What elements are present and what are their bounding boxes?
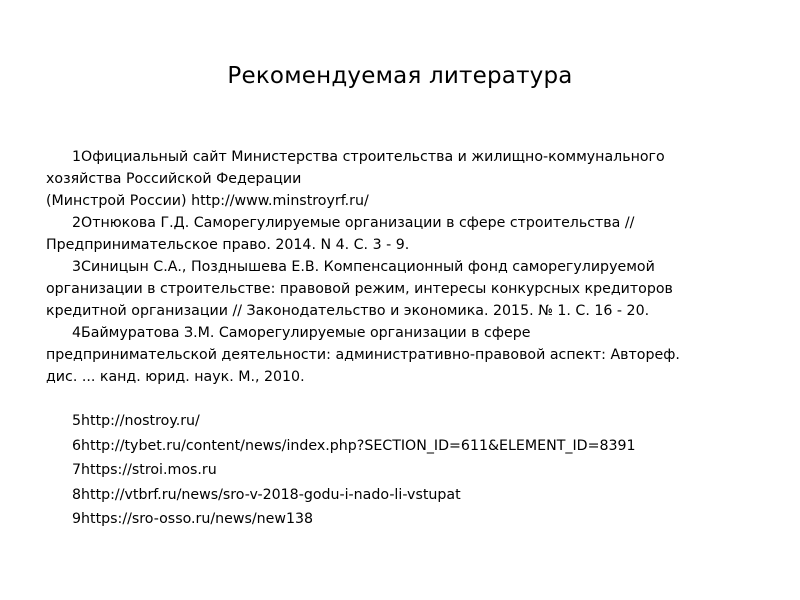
reference-list: [46, 146, 766, 533]
reference-number: 2: [72, 215, 82, 231]
link-number: 8: [72, 486, 82, 503]
link-url[interactable]: https://stroi.mos.ru: [81, 462, 217, 478]
link-item: [46, 508, 766, 530]
reference-line: кредитной организации // Законодательство и экономика. 2015. № 1. С. 16 - 20.: [46, 303, 650, 319]
link-url[interactable]: http://tybet.ru/content/news/index.php?SECTION_ID=611&ELEMENT_ID=8391: [81, 437, 636, 454]
page-title: Рекомендуемая литература: [227, 63, 573, 89]
reference-item: [46, 146, 766, 212]
reference-line: Отнюкова Г.Д. Саморегулируемые организации в сфере строительства //: [81, 215, 635, 231]
reference-line: Баймуратова З.М. Саморегулируемые организации в сфере: [81, 325, 531, 341]
reference-line: предпринимательской деятельности: административно-правовой аспект: Автореф.: [46, 347, 680, 363]
reference-number: 1: [72, 149, 82, 165]
spacer: [46, 388, 766, 410]
reference-item: [46, 256, 766, 322]
link-item: [46, 410, 766, 432]
link-url[interactable]: https://sro-osso.ru/news/new138: [81, 511, 314, 527]
link-number: 6: [72, 437, 82, 454]
reference-line: дис. ... канд. юрид. наук. М., 2010.: [46, 369, 305, 385]
link-item: [46, 484, 766, 506]
reference-number: 4: [72, 325, 82, 341]
reference-line: организации в строительстве: правовой режим, интересы конкурсных кредиторов: [46, 281, 673, 297]
link-item: [46, 435, 766, 457]
link-number: 9: [72, 511, 82, 527]
reference-line: хозяйства Российской Федерации: [46, 171, 302, 187]
reference-line: Предпринимательское право. 2014. N 4. С. 3 - 9.: [46, 237, 410, 253]
link-url[interactable]: http://vtbrf.ru/news/sro-v-2018-godu-i-nado-li-vstupat: [81, 486, 461, 503]
reference-item: [46, 212, 766, 256]
reference-line: Синицын С.А., Позднышева Е.В. Компенсационный фонд саморегулируемой: [81, 259, 655, 275]
link-url[interactable]: http://nostroy.ru/: [81, 413, 200, 429]
reference-number: 3: [72, 259, 82, 275]
link-number: 7: [72, 462, 82, 478]
link-number: 5: [72, 413, 82, 429]
reference-line: Официальный сайт Министерства строительства и жилищно-коммунального: [81, 149, 665, 165]
link-item: [46, 459, 766, 481]
reference-item: [46, 322, 766, 388]
reference-line: (Минстрой России) http://www.minstroyrf.ru/: [46, 193, 369, 209]
